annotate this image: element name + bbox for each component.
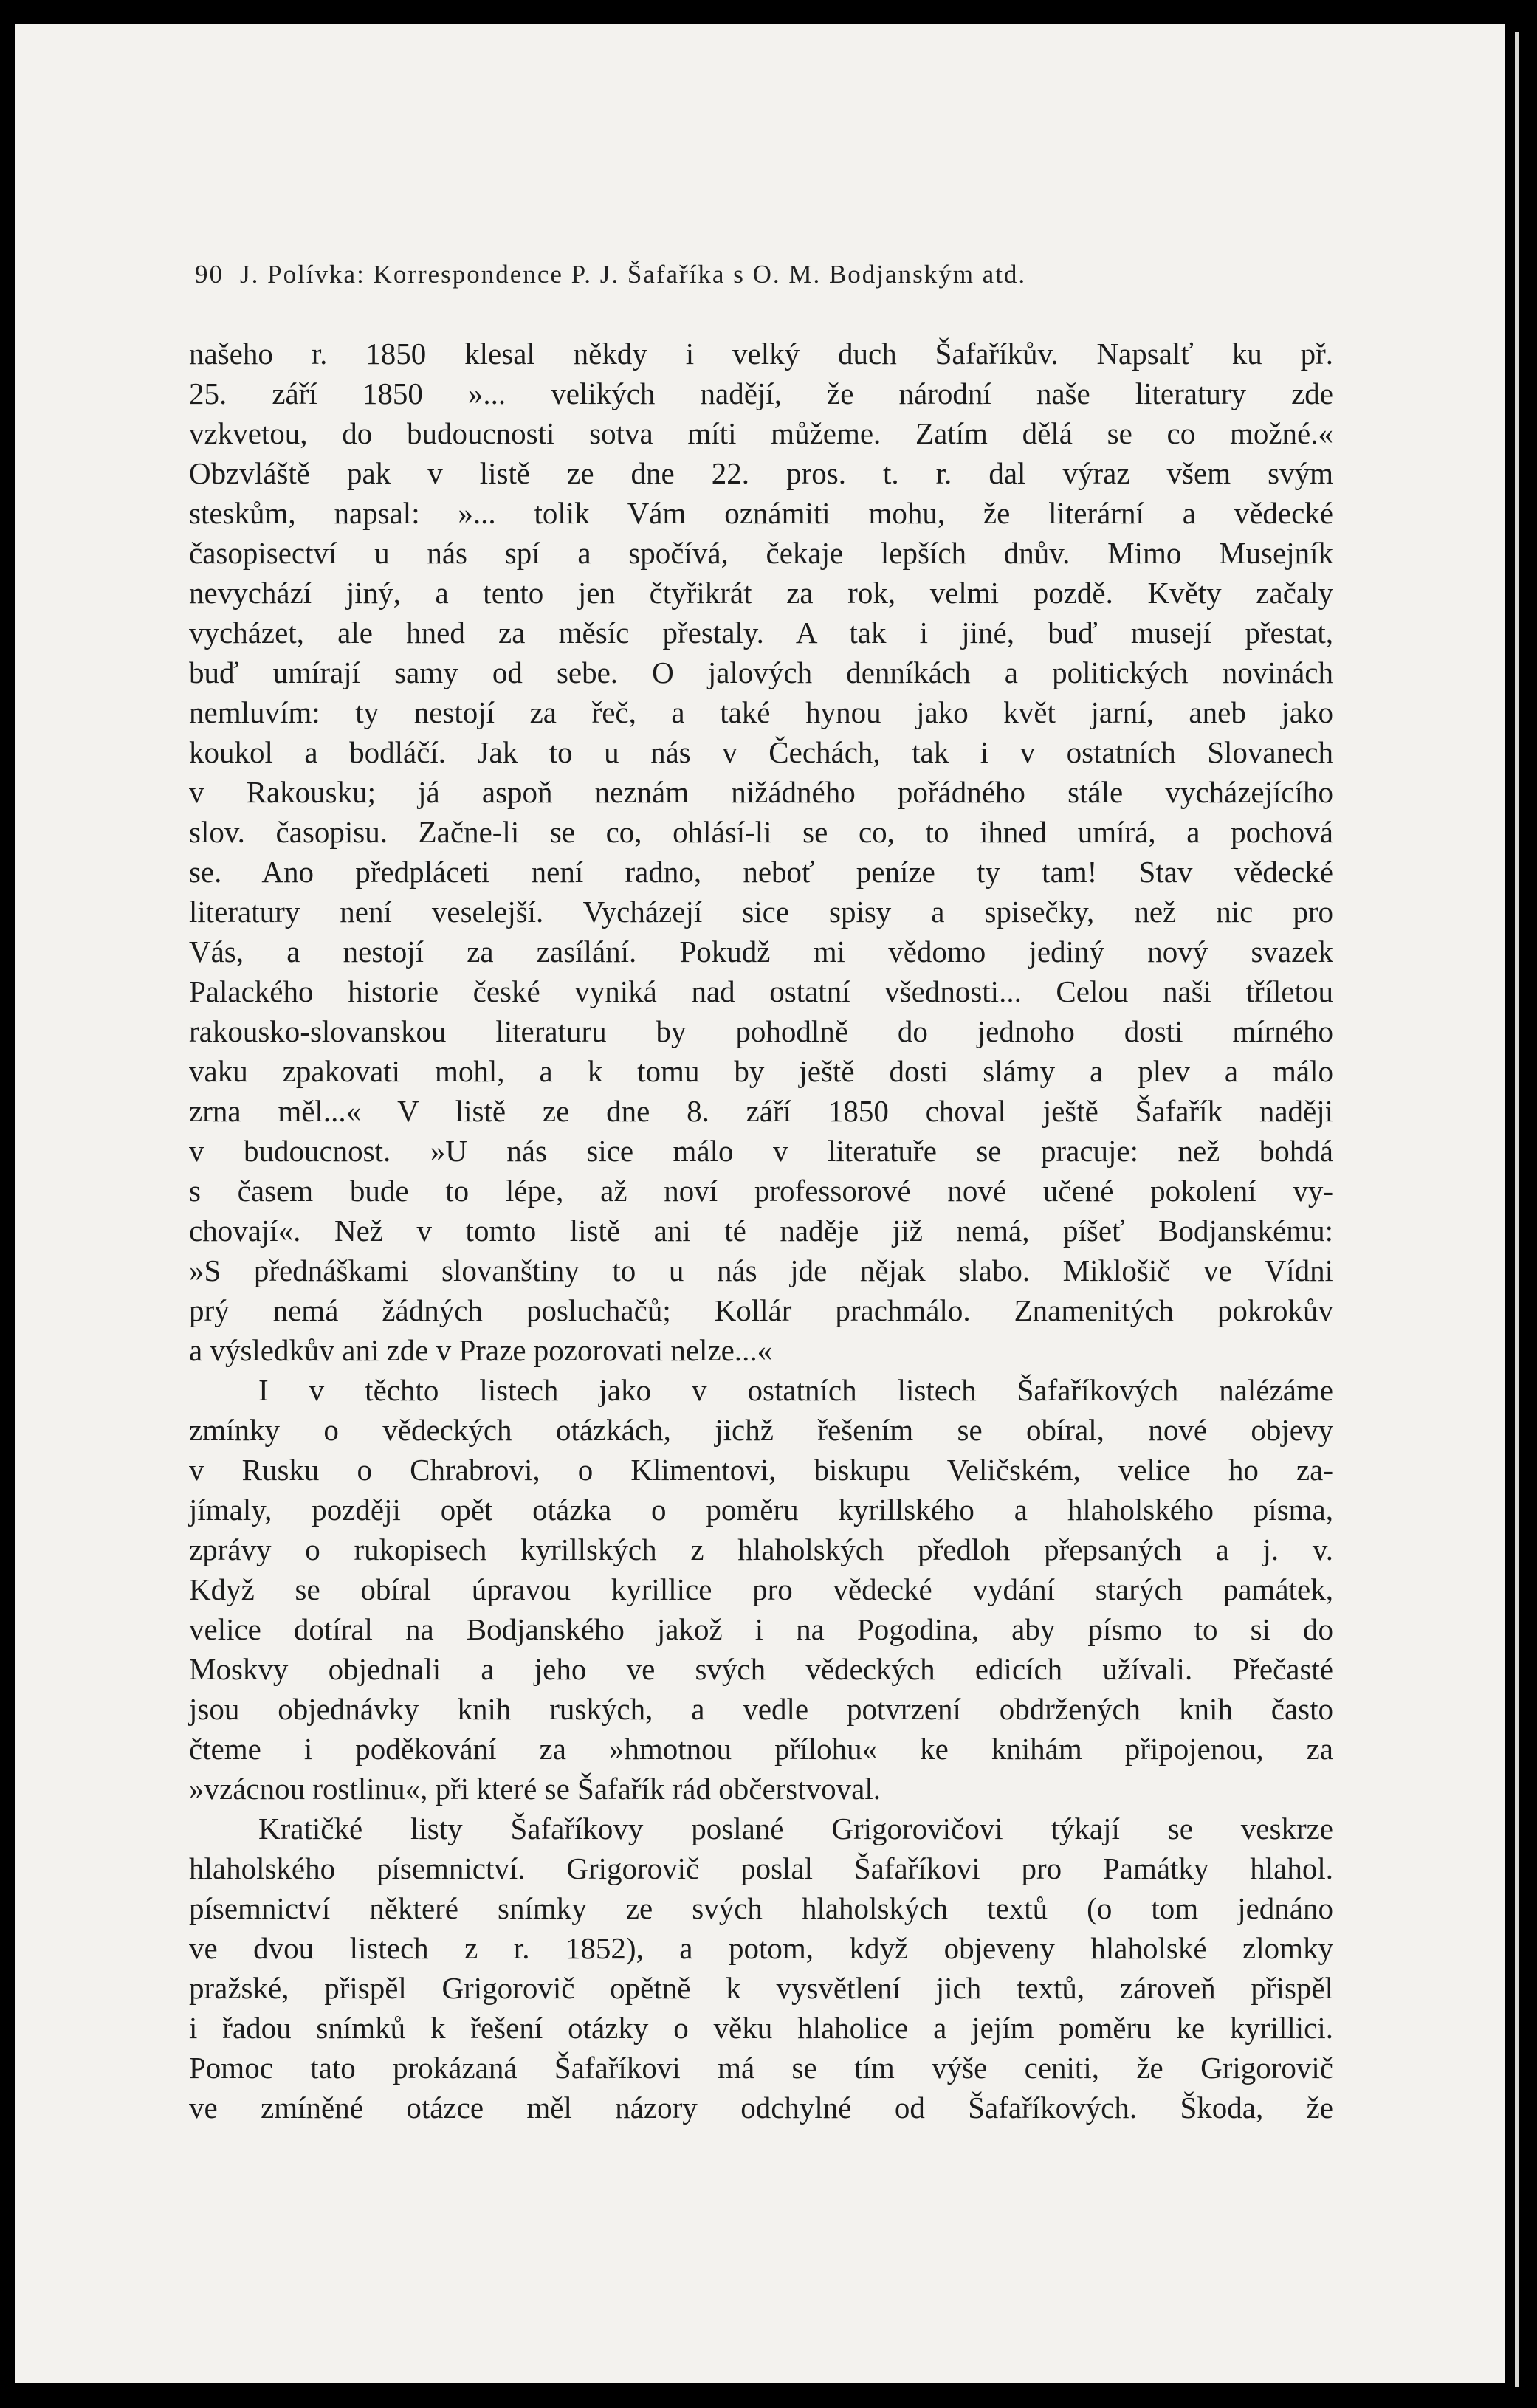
text-line: čteme i poděkování za »hmotnou přílohu« ke knihám připojenou, za — [189, 1732, 1333, 1766]
text-line: Když se obíral úpravou kyrillice pro vědecké vydání starých památek, — [189, 1572, 1333, 1606]
text-line: vycházet, ale hned za měsíc přestaly. A tak i jiné, buď musejí přestat, — [189, 616, 1333, 650]
text-line: pražské, přispěl Grigorovič opětně k vysvětlení jich textů, zároveň přispěl — [189, 1971, 1333, 2005]
text-line: Vás, a nestojí za zasílání. Pokudž mi vědomo jediný nový svazek — [189, 935, 1333, 969]
text-line: ve zmíněné otázce měl názory odchylné od Šafaříkových. Škoda, že — [189, 2091, 1333, 2125]
text-line: »vzácnou rostlinu«, při které se Šafařík rád občerstvoval. — [189, 1772, 881, 1806]
text-line: zrna měl...« V listě ze dne 8. září 1850 choval ještě Šafařík naději — [189, 1094, 1333, 1128]
page-edge — [1515, 32, 1519, 2387]
text-line: jsou objednávky knih ruských, a vedle potvrzení obdržených knih často — [189, 1692, 1333, 1726]
text-line: našeho r. 1850 klesal někdy i velký duch Šafaříkův. Napsalť ku př. — [189, 337, 1333, 371]
text-line: časopisectví u nás spí a spočívá, čekaje lepších dnův. Mimo Musejník — [189, 536, 1333, 570]
text-line: rakousko-slovanskou literaturu by pohodlně do jednoho dosti mírného — [189, 1014, 1333, 1048]
text-line: a výsledkův ani zde v Praze pozorovati nelze...« — [189, 1333, 773, 1367]
text-line: nevychází jiný, a tento jen čtyřikrát za rok, velmi pozdě. Květy začaly — [189, 576, 1333, 610]
page-number: 90 — [195, 260, 224, 289]
text-line: v Rakousku; já aspoň neznám nižádného pořádného stále vycházejícího — [189, 775, 1333, 809]
text-line: se. Ano předpláceti není radno, neboť peníze ty tam! Stav vědecké — [189, 855, 1333, 889]
text-line: jímaly, později opět otázka o poměru kyrillského a hlaholského písma, — [189, 1493, 1333, 1527]
text-line: zprávy o rukopisech kyrillských z hlaholských předloh přepsaných a j. v. — [189, 1532, 1333, 1566]
text-line: i řadou snímků k řešení otázky o věku hlaholice a jejím poměru ke kyrillici. — [189, 2011, 1333, 2045]
text-line: v budoucnost. »U nás sice málo v literatuře se pracuje: než bohdá — [189, 1134, 1333, 1168]
text-line: hlaholského písemnictví. Grigorovič poslal Šafaříkovi pro Památky hlahol. — [189, 1851, 1333, 1885]
text-line: Kratičké listy Šafaříkovy poslané Grigorovičovi týkají se veskrze — [258, 1812, 1333, 1845]
text-line: I v těchto listech jako v ostatních listech Šafaříkových nalézáme — [258, 1373, 1333, 1407]
text-line: s časem bude to lépe, až noví professorové nové učené pokolení vy- — [189, 1174, 1333, 1208]
text-line: v Rusku o Chrabrovi, o Klimentovi, biskupu Veličském, velice ho za- — [189, 1453, 1333, 1487]
text-line: písemnictví některé snímky ze svých hlaholských textů (o tom jednáno — [189, 1891, 1333, 1925]
text-line: 25. září 1850 »... velikých nadějí, že národní naše literatury zde — [189, 376, 1333, 410]
text-line: zmínky o vědeckých otázkách, jichž řešením se obíral, nové objevy — [189, 1413, 1333, 1447]
text-line: Obzvláště pak v listě ze dne 22. pros. t. r. dal výraz všem svým — [189, 456, 1333, 490]
text-line: Pomoc tato prokázaná Šafaříkovi má se tím výše ceniti, že Grigorovič — [189, 2051, 1333, 2085]
text-line: Moskvy objednali a jeho ve svých vědeckých edicích užívali. Přečasté — [189, 1652, 1333, 1686]
running-head — [195, 260, 1302, 289]
text-line: buď umírají samy od sebe. O jalových denníkách a politických novinách — [189, 656, 1333, 689]
text-line: ve dvou listech z r. 1852), a potom, když objeveny hlaholské zlomky — [189, 1931, 1333, 1965]
text-line: »S přednáškami slovanštiny to u nás jde nějak slabo. Miklošič ve Vídni — [189, 1253, 1333, 1287]
text-line: vaku zpakovati mohl, a k tomu by ještě dosti slámy a plev a málo — [189, 1054, 1333, 1088]
text-line: nemluvím: ty nestojí za řeč, a také hynou jako květ jarní, aneb jako — [189, 695, 1333, 729]
text-line: Palackého historie české vyniká nad ostatní všednosti... Celou naši tříletou — [189, 974, 1333, 1008]
text-line: literatury není veselejší. Vycházejí sice spisy a spisečky, než nic pro — [189, 895, 1333, 929]
text-line: vzkvetou, do budoucnosti sotva míti můžeme. Zatím dělá se co možné.« — [189, 416, 1333, 450]
text-line: chovají«. Než v tomto listě ani té naděje již nemá, píšeť Bodjanskému: — [189, 1214, 1333, 1248]
text-line: steskům, napsal: »... tolik Vám oznámiti mohu, že literární a vědecké — [189, 496, 1333, 530]
text-line: slov. časopisu. Začne-li se co, ohlásí-li se co, to ihned umírá, a pochová — [189, 815, 1333, 849]
text-line: velice dotíral na Bodjanského jakož i na Pogodina, aby písmo to si do — [189, 1612, 1333, 1646]
running-title: J. Polívka: Korrespondence P. J. Šafaříka s O. M. Bodjanským atd. — [240, 260, 1027, 289]
text-line: koukol a bodláčí. Jak to u nás v Čechách, tak i v ostatních Slovanech — [189, 735, 1333, 769]
text-line: prý nemá žádných posluchačů; Kollár prachmálo. Znamenitých pokrokův — [189, 1293, 1333, 1327]
